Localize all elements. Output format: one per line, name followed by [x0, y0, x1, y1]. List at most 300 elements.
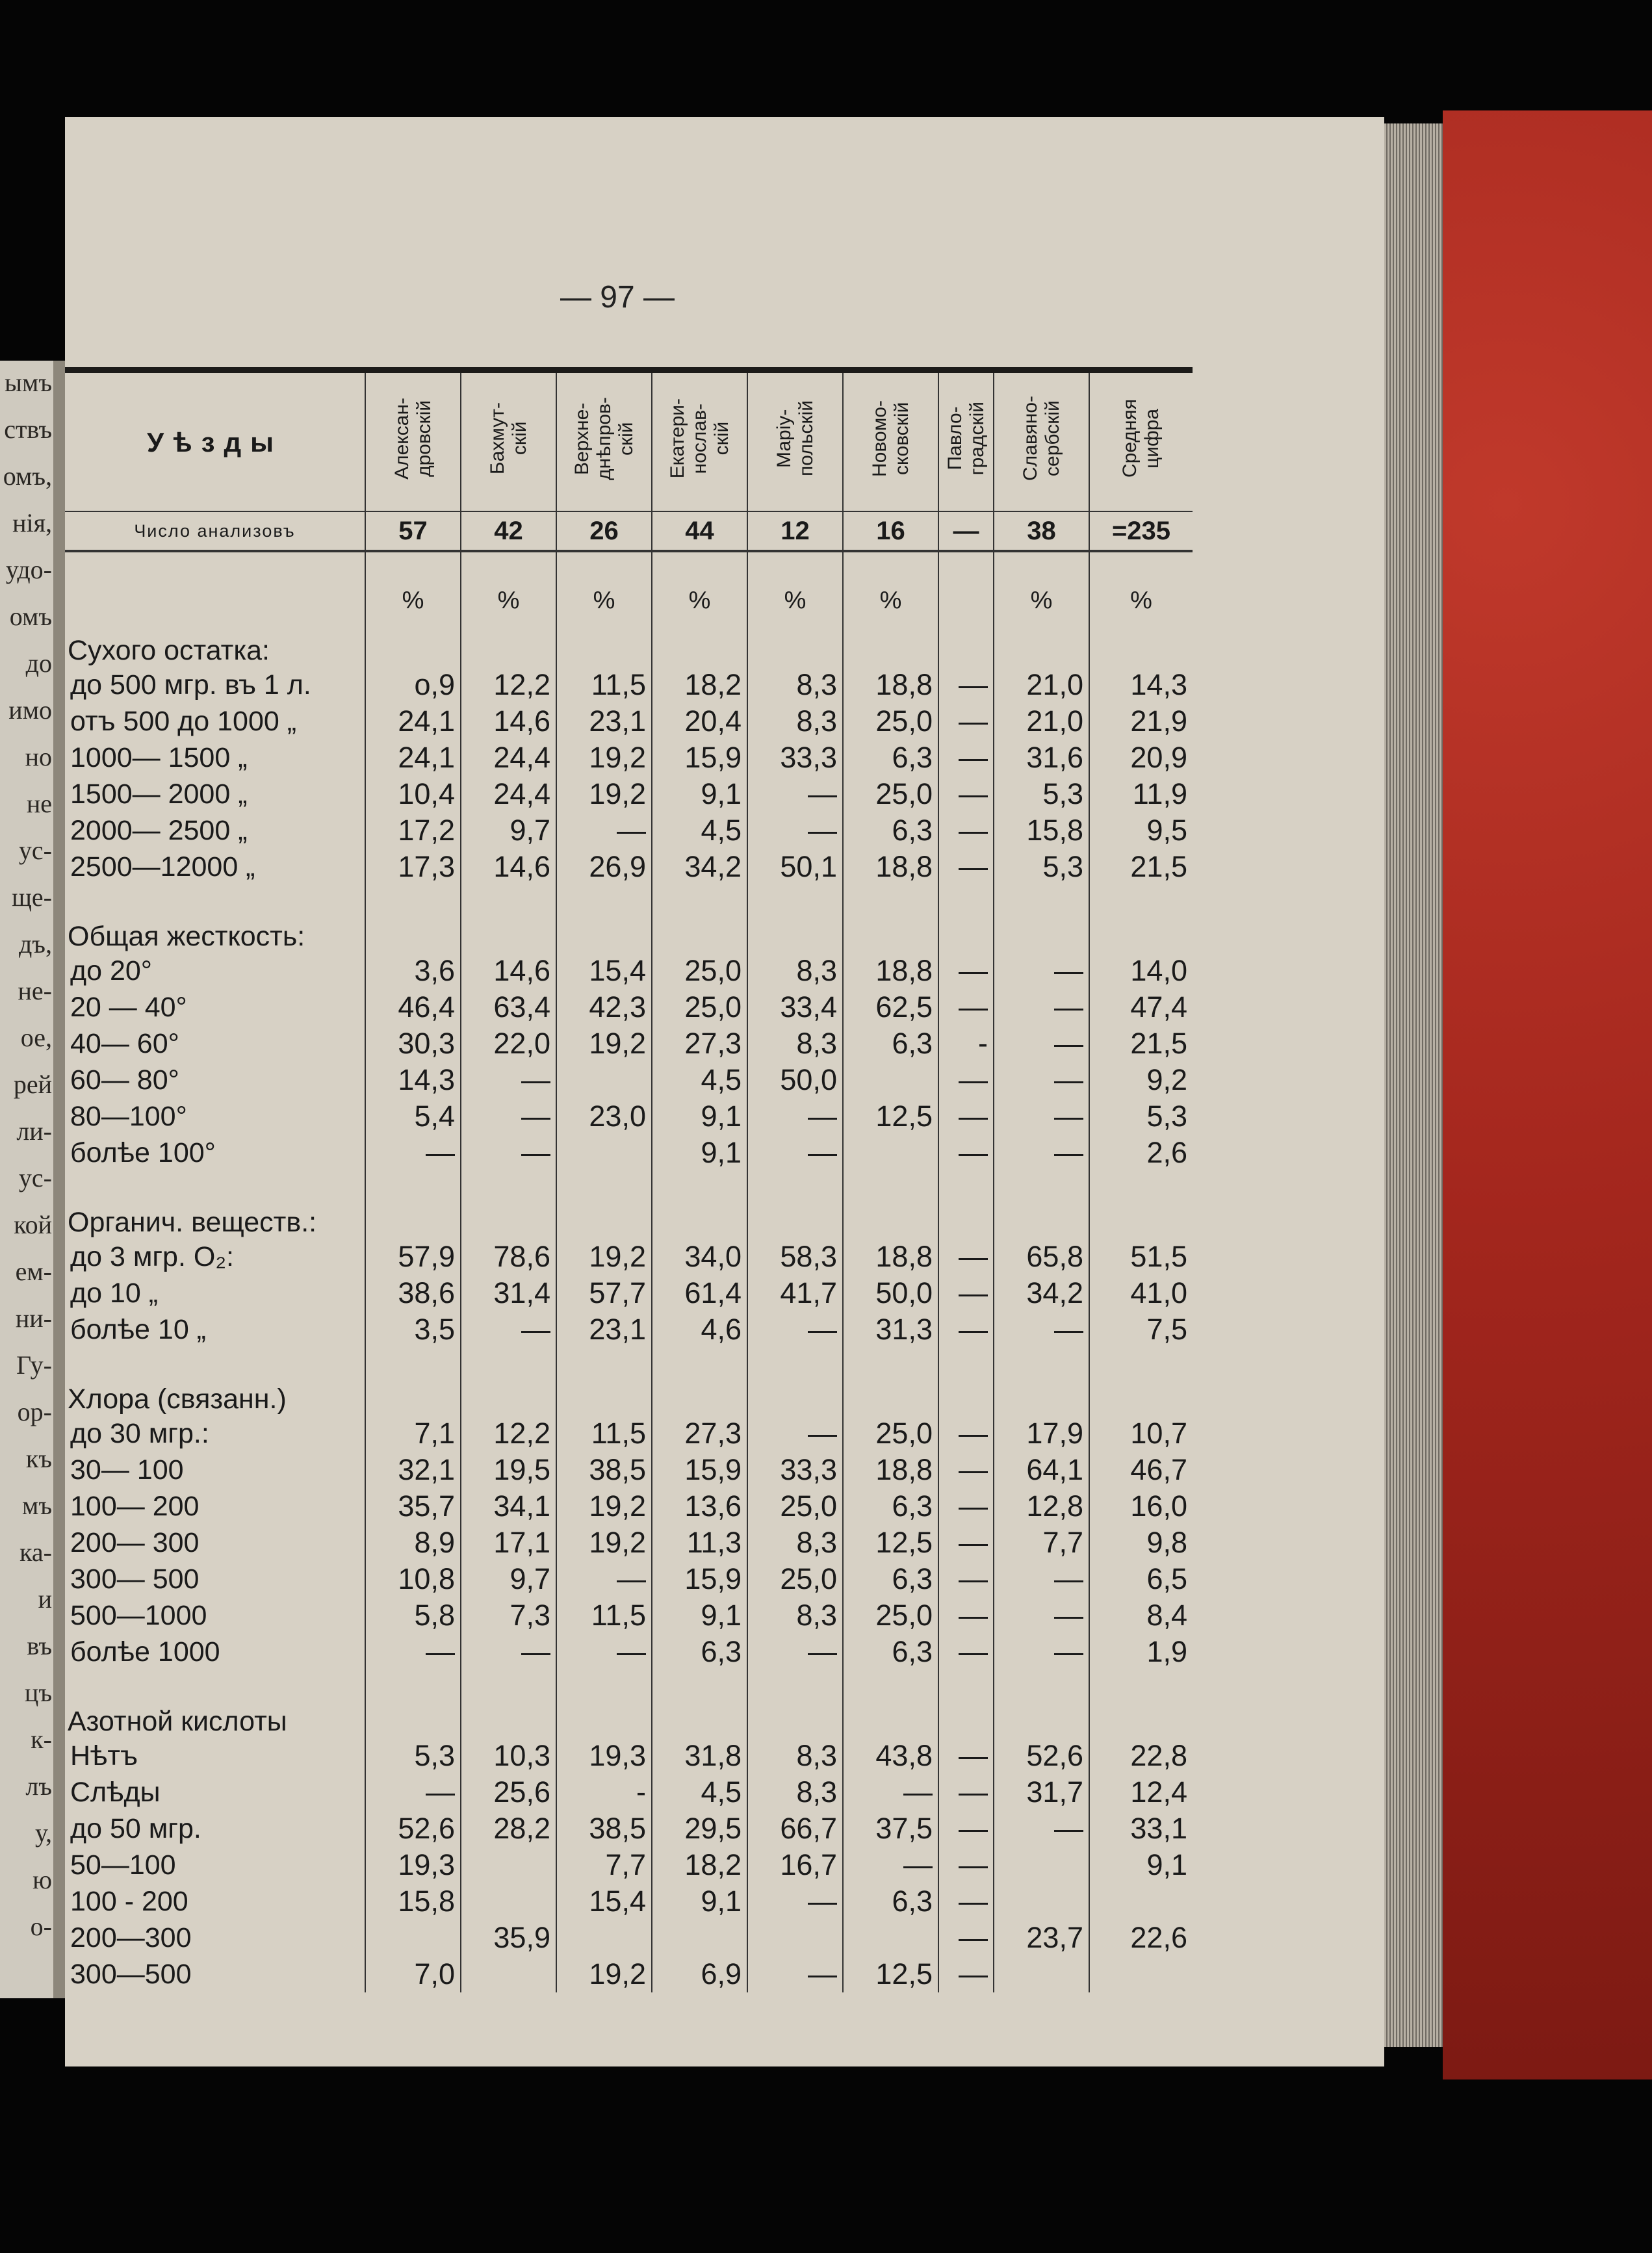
value-cell [461, 1956, 556, 1992]
section-title: Сухого остатка: [68, 635, 270, 666]
value-cell: 23,0 [556, 1098, 652, 1135]
row-label: 20 — 40° [70, 991, 187, 1023]
value-cell: 6,3 [843, 740, 938, 776]
value-cell: 16,0 [1089, 1488, 1193, 1525]
value-cell: 8,3 [747, 1525, 843, 1561]
value-cell: 24,1 [365, 703, 461, 740]
table-body [65, 551, 1193, 1992]
value-cell: — [994, 1062, 1089, 1098]
value-cell [843, 1920, 938, 1956]
row-label: до 10 „ [70, 1277, 159, 1309]
value-cell: — [994, 1810, 1089, 1847]
value-cell: — [938, 953, 994, 989]
value-cell: 21,0 [994, 667, 1089, 703]
value-cell: — [461, 1135, 556, 1171]
value-cell: 33,1 [1089, 1810, 1193, 1847]
value-cell: 8,3 [747, 667, 843, 703]
table-row [65, 1847, 1193, 1883]
value-cell: 15,9 [652, 1452, 747, 1488]
value-cell: — [365, 1634, 461, 1670]
left-page-text-fragment: къ [25, 1444, 52, 1473]
value-cell: - [556, 1774, 652, 1810]
value-cell: 18,2 [652, 667, 747, 703]
value-cell: — [938, 1883, 994, 1920]
percent-cell: % [1089, 551, 1193, 615]
left-page-text-fragment: ус- [18, 836, 52, 865]
value-cell: — [747, 776, 843, 812]
value-cell: — [461, 1634, 556, 1670]
value-cell: — [938, 1956, 994, 1992]
value-cell: 6,3 [843, 1488, 938, 1525]
value-cell: 12,5 [843, 1956, 938, 1992]
value-cell: 15,4 [556, 953, 652, 989]
adjacent-left-page [0, 361, 53, 1998]
value-cell: 29,5 [652, 1810, 747, 1847]
count-cell: 42 [461, 511, 556, 551]
value-cell [461, 1847, 556, 1883]
value-cell: 3,6 [365, 953, 461, 989]
value-cell: 17,9 [994, 1415, 1089, 1452]
value-cell: — [365, 1774, 461, 1810]
value-cell: 4,5 [652, 1062, 747, 1098]
value-cell: 14,6 [461, 849, 556, 885]
value-cell: — [938, 989, 994, 1025]
left-page-text-fragment: лъ [25, 1771, 52, 1801]
value-cell: 25,0 [843, 1415, 938, 1452]
value-cell: 19,2 [556, 740, 652, 776]
left-page-text-fragment: рей [13, 1070, 52, 1099]
value-cell: 10,7 [1089, 1415, 1193, 1452]
value-cell: 24,4 [461, 776, 556, 812]
value-cell: 34,2 [652, 849, 747, 885]
row-label: 200—300 [70, 1922, 192, 1953]
table-row [65, 1561, 1193, 1597]
value-cell: — [843, 1774, 938, 1810]
left-page-text-fragment: кой [14, 1210, 52, 1239]
value-cell: 31,3 [843, 1311, 938, 1348]
row-label: 500—1000 [70, 1599, 207, 1631]
value-cell: 14,3 [1089, 667, 1193, 703]
value-cell: 50,0 [843, 1275, 938, 1311]
value-cell: 26,9 [556, 849, 652, 885]
value-cell: 3,5 [365, 1311, 461, 1348]
value-cell: 21,9 [1089, 703, 1193, 740]
value-cell: 19,2 [556, 1956, 652, 1992]
value-cell: 5,3 [994, 776, 1089, 812]
left-page-text-fragment: имо [8, 695, 52, 725]
count-cell: 26 [556, 511, 652, 551]
value-cell: 15,4 [556, 1883, 652, 1920]
value-cell: 16,7 [747, 1847, 843, 1883]
value-cell: 38,6 [365, 1275, 461, 1311]
value-cell: 13,6 [652, 1488, 747, 1525]
value-cell: 4,5 [652, 812, 747, 849]
value-cell: 5,3 [365, 1738, 461, 1774]
value-cell [843, 1062, 938, 1098]
row-label: болѣе 1000 [70, 1636, 220, 1667]
table-row [65, 1415, 1193, 1452]
table-row [65, 1738, 1193, 1774]
value-cell: — [938, 1634, 994, 1670]
value-cell: 7,3 [461, 1597, 556, 1634]
value-cell: - [938, 1025, 994, 1062]
value-cell: — [843, 1847, 938, 1883]
value-cell: 43,8 [843, 1738, 938, 1774]
value-cell: — [994, 989, 1089, 1025]
left-page-text-fragment: не- [18, 976, 52, 1005]
table-row [65, 1135, 1193, 1171]
value-cell: 27,3 [652, 1025, 747, 1062]
value-cell: 8,3 [747, 953, 843, 989]
left-page-text-fragment: нія, [12, 508, 52, 537]
value-cell [556, 1135, 652, 1171]
value-cell: 51,5 [1089, 1239, 1193, 1275]
row-label: 80—100° [70, 1100, 187, 1132]
analysis-count-row [65, 511, 1193, 551]
row-label: 200— 300 [70, 1526, 200, 1558]
red-book-cover [1443, 110, 1652, 2079]
value-cell: 33,4 [747, 989, 843, 1025]
value-cell: 18,8 [843, 1452, 938, 1488]
value-cell: 25,0 [652, 953, 747, 989]
value-cell: 46,7 [1089, 1452, 1193, 1488]
value-cell: — [556, 812, 652, 849]
value-cell: — [938, 812, 994, 849]
percent-cell [938, 551, 994, 615]
row-label: до 500 мгр. въ 1 л. [70, 669, 311, 701]
value-cell: — [994, 1597, 1089, 1634]
value-cell: 11,5 [556, 1597, 652, 1634]
value-cell: 6,9 [652, 1956, 747, 1992]
row-label: Нѣтъ [70, 1740, 138, 1771]
row-label: 60— 80° [70, 1064, 179, 1096]
section-title: Общая жесткость: [68, 921, 305, 952]
value-cell [365, 1920, 461, 1956]
section-row [65, 1363, 1193, 1415]
left-page-text-fragment: ымъ [5, 368, 52, 397]
count-label: Число анализовъ [65, 511, 365, 551]
value-cell: 18,8 [843, 1239, 938, 1275]
count-cell: 12 [747, 511, 843, 551]
row-label: 40— 60° [70, 1027, 179, 1059]
count-cell: 44 [652, 511, 747, 551]
value-cell: — [938, 1062, 994, 1098]
value-cell: 31,4 [461, 1275, 556, 1311]
row-label: до 50 мгр. [70, 1812, 201, 1844]
value-cell: 18,2 [652, 1847, 747, 1883]
value-cell: — [994, 1135, 1089, 1171]
value-cell: 8,3 [747, 1774, 843, 1810]
left-page-text-fragment: въ [27, 1631, 52, 1660]
value-cell: 30,3 [365, 1025, 461, 1062]
value-cell: — [747, 812, 843, 849]
value-cell: 41,7 [747, 1275, 843, 1311]
value-cell: — [365, 1135, 461, 1171]
value-cell: — [938, 1311, 994, 1348]
value-cell: 12,2 [461, 667, 556, 703]
percent-row [65, 551, 1193, 615]
value-cell: — [461, 1062, 556, 1098]
value-cell: — [556, 1634, 652, 1670]
value-cell: 15,8 [365, 1883, 461, 1920]
value-cell: 25,0 [652, 989, 747, 1025]
count-cell: — [938, 511, 994, 551]
section-row [65, 901, 1193, 953]
value-cell: — [994, 1311, 1089, 1348]
value-cell: — [994, 953, 1089, 989]
value-cell: 9,1 [652, 776, 747, 812]
value-cell: 64,1 [994, 1452, 1089, 1488]
value-cell: 18,8 [843, 953, 938, 989]
value-cell: 52,6 [994, 1738, 1089, 1774]
table-row [65, 1597, 1193, 1634]
table-row [65, 1883, 1193, 1920]
value-cell: 5,4 [365, 1098, 461, 1135]
value-cell: 19,2 [556, 776, 652, 812]
section-row [65, 1187, 1193, 1239]
value-cell: — [938, 849, 994, 885]
left-page-text-fragment: ще- [12, 882, 52, 912]
value-cell: — [461, 1311, 556, 1348]
value-cell: — [938, 1452, 994, 1488]
value-cell: 10,8 [365, 1561, 461, 1597]
column-header: Славяно- сербскій [994, 370, 1089, 512]
value-cell: 6,3 [843, 1025, 938, 1062]
value-cell: 31,7 [994, 1774, 1089, 1810]
value-cell: 22,6 [1089, 1920, 1193, 1956]
value-cell: 6,3 [843, 1561, 938, 1597]
value-cell: 11,5 [556, 667, 652, 703]
value-cell: 17,3 [365, 849, 461, 885]
section-row [65, 615, 1193, 667]
table-row [65, 1774, 1193, 1810]
value-cell: о,9 [365, 667, 461, 703]
table-row [65, 1956, 1193, 1992]
value-cell: — [938, 1525, 994, 1561]
value-cell: 1,9 [1089, 1634, 1193, 1670]
value-cell: 20,9 [1089, 740, 1193, 776]
value-cell: 9,1 [1089, 1847, 1193, 1883]
value-cell: 2,6 [1089, 1135, 1193, 1171]
table-row [65, 989, 1193, 1025]
row-label: Слѣды [70, 1776, 161, 1808]
table-row [65, 1311, 1193, 1348]
value-cell: 8,9 [365, 1525, 461, 1561]
value-cell: 7,7 [994, 1525, 1089, 1561]
value-cell: 15,8 [994, 812, 1089, 849]
value-cell: 7,5 [1089, 1311, 1193, 1348]
left-page-text-fragment: ор- [17, 1397, 52, 1426]
value-cell: — [938, 1135, 994, 1171]
percent-cell: % [652, 551, 747, 615]
value-cell: — [556, 1561, 652, 1597]
value-cell: 21,5 [1089, 849, 1193, 885]
value-cell: 9,1 [652, 1135, 747, 1171]
value-cell: — [938, 1920, 994, 1956]
row-label: 1500— 2000 „ [70, 778, 248, 810]
value-cell: 11,3 [652, 1525, 747, 1561]
left-page-text-fragment: не [26, 789, 52, 818]
value-cell: — [994, 1098, 1089, 1135]
value-cell: 50,0 [747, 1062, 843, 1098]
value-cell [652, 1920, 747, 1956]
percent-cell: % [994, 551, 1089, 615]
percent-cell: % [747, 551, 843, 615]
value-cell: — [938, 703, 994, 740]
value-cell [994, 1847, 1089, 1883]
value-cell: — [747, 1311, 843, 1348]
table-row [65, 1098, 1193, 1135]
table-row [65, 740, 1193, 776]
table-row [65, 1025, 1193, 1062]
percent-cell: % [843, 551, 938, 615]
row-label: 100— 200 [70, 1490, 200, 1522]
value-cell: 42,3 [556, 989, 652, 1025]
value-cell: 10,3 [461, 1738, 556, 1774]
value-cell: 17,1 [461, 1525, 556, 1561]
value-cell: 6,3 [843, 812, 938, 849]
table-row [65, 1810, 1193, 1847]
value-cell: 8,3 [747, 1738, 843, 1774]
value-cell: 7,0 [365, 1956, 461, 1992]
value-cell: 50,1 [747, 849, 843, 885]
value-cell: — [461, 1098, 556, 1135]
value-cell: 25,0 [843, 703, 938, 740]
row-label: 100 - 200 [70, 1885, 188, 1917]
value-cell: 28,2 [461, 1810, 556, 1847]
value-cell: 31,8 [652, 1738, 747, 1774]
value-cell: 57,7 [556, 1275, 652, 1311]
value-cell: 34,2 [994, 1275, 1089, 1311]
left-page-text-fragment: ое, [20, 1023, 52, 1052]
value-cell: 19,3 [556, 1738, 652, 1774]
row-label: болѣе 100° [70, 1137, 216, 1168]
value-cell: 6,3 [652, 1634, 747, 1670]
left-page-text-fragment: ни- [15, 1304, 52, 1333]
value-cell [556, 1920, 652, 1956]
percent-cell: % [556, 551, 652, 615]
left-page-text-fragment: удо- [5, 555, 52, 584]
value-cell: 35,7 [365, 1488, 461, 1525]
row-label: 2000— 2500 „ [70, 814, 248, 846]
value-cell: 19,3 [365, 1847, 461, 1883]
header-label: Уѣзды [146, 427, 283, 457]
value-cell: 22,8 [1089, 1738, 1193, 1774]
left-page-text-fragment: но [25, 742, 52, 771]
value-cell: — [938, 1098, 994, 1135]
value-cell: 14,6 [461, 703, 556, 740]
value-cell: — [938, 1488, 994, 1525]
table-row [65, 812, 1193, 849]
value-cell: 65,8 [994, 1239, 1089, 1275]
left-page-text-fragment: и [38, 1584, 52, 1614]
value-cell: 11,5 [556, 1415, 652, 1452]
value-cell: — [938, 667, 994, 703]
left-page-text-fragment: до [25, 649, 52, 678]
value-cell: 24,4 [461, 740, 556, 776]
left-page-text-fragment: Гу- [16, 1350, 52, 1380]
value-cell: — [747, 1883, 843, 1920]
value-cell: 21,0 [994, 703, 1089, 740]
row-label: до 20° [70, 955, 152, 986]
left-page-text-fragment: у, [35, 1818, 52, 1847]
section-title: Азотной кислоты [68, 1706, 287, 1737]
value-cell [994, 1956, 1089, 1992]
value-cell: 25,0 [747, 1561, 843, 1597]
count-cell: =235 [1089, 511, 1193, 551]
value-cell: 8,3 [747, 703, 843, 740]
left-page-text-fragment: ствъ [4, 415, 52, 444]
value-cell [1089, 1956, 1193, 1992]
value-cell: 78,6 [461, 1239, 556, 1275]
water-analysis-table [65, 367, 1193, 1992]
value-cell: — [938, 1738, 994, 1774]
value-cell: 14,6 [461, 953, 556, 989]
percent-cell: % [461, 551, 556, 615]
value-cell [843, 1135, 938, 1171]
left-page-text-fragment: о- [30, 1912, 52, 1941]
value-cell: 25,0 [843, 776, 938, 812]
value-cell: 8,3 [747, 1597, 843, 1634]
value-cell [747, 1920, 843, 1956]
value-cell: 10,4 [365, 776, 461, 812]
table-row [65, 1452, 1193, 1488]
value-cell: 23,7 [994, 1920, 1089, 1956]
value-cell: 46,4 [365, 989, 461, 1025]
section-title: Хлора (связанн.) [68, 1384, 287, 1415]
value-cell: 15,9 [652, 1561, 747, 1597]
left-page-text-fragment: ус- [18, 1163, 52, 1192]
value-cell: 22,0 [461, 1025, 556, 1062]
column-header: Екатери- нослав- скій [652, 370, 747, 512]
row-label: до 3 мгр. O₂: [70, 1241, 234, 1272]
table-row [65, 1525, 1193, 1561]
value-cell: 12,5 [843, 1098, 938, 1135]
value-cell: — [747, 1098, 843, 1135]
value-cell: 25,6 [461, 1774, 556, 1810]
row-label: болѣе 10 „ [70, 1313, 206, 1345]
value-cell: 24,1 [365, 740, 461, 776]
value-cell: — [994, 1025, 1089, 1062]
left-page-text-fragment: к- [31, 1725, 52, 1754]
left-page-text-fragment: мъ [22, 1491, 52, 1520]
value-cell: — [938, 1275, 994, 1311]
value-cell: 8,3 [747, 1025, 843, 1062]
value-cell: — [938, 1774, 994, 1810]
value-cell: 6,3 [843, 1634, 938, 1670]
value-cell: 63,4 [461, 989, 556, 1025]
value-cell: 62,5 [843, 989, 938, 1025]
value-cell: 19,2 [556, 1525, 652, 1561]
table-header-row [65, 370, 1193, 512]
value-cell: 9,7 [461, 1561, 556, 1597]
value-cell: 23,1 [556, 1311, 652, 1348]
value-cell: 9,2 [1089, 1062, 1193, 1098]
value-cell: — [747, 1135, 843, 1171]
value-cell: — [938, 1810, 994, 1847]
value-cell: 23,1 [556, 703, 652, 740]
value-cell: 5,3 [1089, 1098, 1193, 1135]
value-cell: — [747, 1634, 843, 1670]
value-cell: 19,2 [556, 1025, 652, 1062]
value-cell: 47,4 [1089, 989, 1193, 1025]
column-header: Новомо- сковскій [843, 370, 938, 512]
table-row [65, 1275, 1193, 1311]
value-cell: 9,7 [461, 812, 556, 849]
value-cell: 14,0 [1089, 953, 1193, 989]
value-cell: — [938, 776, 994, 812]
value-cell: 4,5 [652, 1774, 747, 1810]
